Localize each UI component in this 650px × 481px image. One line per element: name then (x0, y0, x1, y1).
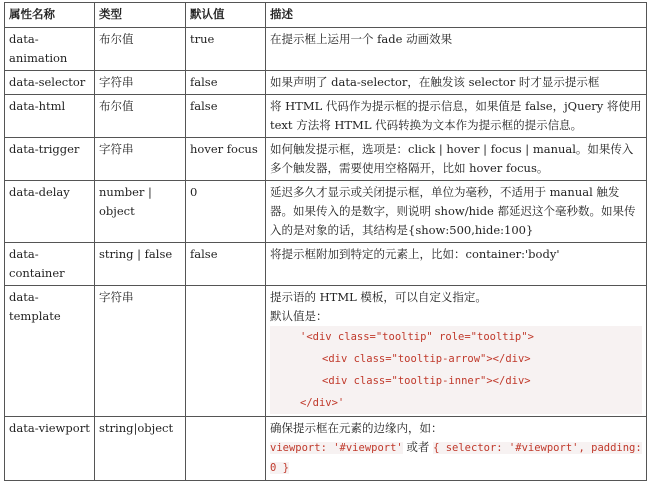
cell-name: data-delay (5, 181, 95, 243)
cell-default: true (186, 28, 266, 71)
cell-description: 将 HTML 代码作为提示框的提示信息，如果值是 false，jQuery 将使用 text 方法将 HTML 代码转换为文本作为提示框的提示信息。 (266, 95, 647, 138)
code-line: </div>' (270, 392, 642, 414)
header-default: 默认值 (186, 3, 266, 28)
cell-name: data-trigger (5, 138, 95, 181)
cell-default (186, 286, 266, 417)
cell-description: 延迟多久才显示或关闭提示框，单位为毫秒，不适用于 manual 触发器。如果传入的是数字，则说明 show/hide 都延迟这个毫秒数。如果传入的是对象的话，其结构是{show:500,hide:100} (266, 181, 647, 243)
table-row (5, 181, 647, 243)
viewport-example (270, 438, 642, 478)
table-row (5, 286, 647, 417)
header-description: 描述 (266, 3, 647, 28)
cell-name: data-html (5, 95, 95, 138)
cell-type: 字符串 (95, 138, 186, 181)
options-table (4, 2, 647, 481)
cell-name: data-animation (5, 28, 95, 71)
joiner-text: 或者 (402, 440, 434, 454)
template-description: 提示语的 HTML 模板，可以自定义指定。 (270, 290, 487, 304)
viewport-description: 确保提示框在元素的边缘内，如： (270, 421, 443, 435)
cell-name: data-selector (5, 71, 95, 95)
cell-description: 如果声明了 data-selector，在触发该 selector 时才显示提示框 (266, 71, 647, 95)
cell-default: 0 (186, 181, 266, 243)
cell-type: string|object (95, 417, 186, 481)
cell-default: false (186, 71, 266, 95)
cell-type: string | false (95, 243, 186, 286)
cell-default: false (186, 95, 266, 138)
cell-type: number | object (95, 181, 186, 243)
cell-type: 布尔值 (95, 28, 186, 71)
cell-name: data-container (5, 243, 95, 286)
table-row (5, 95, 647, 138)
code-line: '<div class="tooltip" role="tooltip"> (270, 326, 642, 348)
code-inline: { selector: '#viewport', padding: 0 } (270, 442, 642, 474)
table-row (5, 71, 647, 95)
table-row (5, 243, 647, 286)
cell-description: 将提示框附加到特定的元素上，比如：container:'body' (266, 243, 647, 286)
cell-default: false (186, 243, 266, 286)
header-name: 属性名称 (5, 3, 95, 28)
cell-description (266, 286, 647, 417)
table-row (5, 138, 647, 181)
cell-type: 字符串 (95, 71, 186, 95)
cell-description: 如何触发提示框，选项是：click | hover | focus | manual。如果传入多个触发器，需要使用空格隔开，比如 hover focus。 (266, 138, 647, 181)
table-header-row (5, 3, 647, 28)
cell-default: hover focus (186, 138, 266, 181)
table-row (5, 417, 647, 481)
table-row (5, 28, 647, 71)
cell-type: 字符串 (95, 286, 186, 417)
template-default-label: 默认值是： (270, 309, 328, 323)
cell-default (186, 417, 266, 481)
cell-type: 布尔值 (95, 95, 186, 138)
code-line: <div class="tooltip-arrow"></div> (270, 348, 642, 370)
cell-description: 在提示框上运用一个 fade 动画效果 (266, 28, 647, 71)
code-line: <div class="tooltip-inner"></div> (270, 370, 642, 392)
cell-description (266, 417, 647, 481)
header-type: 类型 (95, 3, 186, 28)
cell-name: data-template (5, 286, 95, 417)
cell-name: data-viewport (5, 417, 95, 481)
code-inline: viewport: '#viewport' (270, 442, 403, 454)
